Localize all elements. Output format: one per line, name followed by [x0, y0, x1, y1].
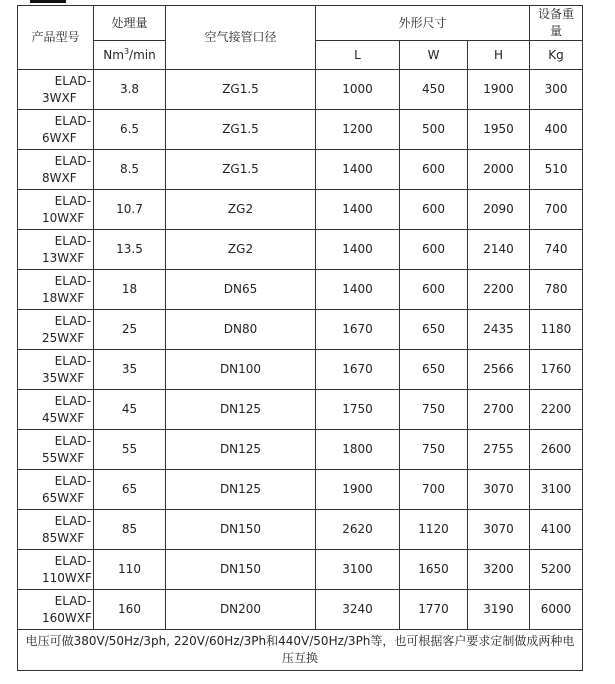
weight-cell: 700: [530, 190, 583, 230]
model-cell: [18, 510, 94, 550]
model-prefix: ELAD-: [54, 193, 91, 208]
model-cell: [18, 70, 94, 110]
model-suffix: 8WXF: [42, 170, 77, 185]
model-cell: [18, 470, 94, 510]
air-pipe-cell: ZG1.5: [166, 70, 316, 110]
air-pipe-cell: DN80: [166, 310, 316, 350]
model-suffix: 25WXF: [42, 330, 85, 345]
model-cell: [18, 590, 94, 630]
model-prefix: ELAD-: [54, 393, 91, 408]
capacity-cell: 45: [94, 390, 166, 430]
model-suffix: 6WXF: [42, 130, 77, 145]
header-weight: 设备重量: [530, 6, 583, 41]
air-pipe-cell: DN200: [166, 590, 316, 630]
dim-w-cell: 750: [400, 430, 468, 470]
weight-cell: 740: [530, 230, 583, 270]
table-row: [18, 390, 583, 430]
table-row: [18, 310, 583, 350]
dim-h-cell: 2200: [468, 270, 530, 310]
model-prefix: ELAD-: [54, 553, 91, 568]
capacity-cell: 6.5: [94, 110, 166, 150]
table-row: [18, 230, 583, 270]
dim-w-cell: 650: [400, 310, 468, 350]
air-pipe-cell: ZG1.5: [166, 150, 316, 190]
dim-w-cell: 500: [400, 110, 468, 150]
dim-h-cell: 2090: [468, 190, 530, 230]
table-row: [18, 470, 583, 510]
table-row: [18, 150, 583, 190]
cropped-heading-fragment: [30, 0, 66, 3]
weight-cell: 2600: [530, 430, 583, 470]
model-suffix: 3WXF: [42, 90, 77, 105]
dim-h-cell: 1950: [468, 110, 530, 150]
model-cell: [18, 350, 94, 390]
dim-h-cell: 2566: [468, 350, 530, 390]
dim-h-cell: 1900: [468, 70, 530, 110]
table-row: [18, 510, 583, 550]
dim-l-cell: 1400: [316, 150, 400, 190]
model-prefix: ELAD-: [54, 153, 91, 168]
model-prefix: ELAD-: [54, 353, 91, 368]
weight-cell: 1760: [530, 350, 583, 390]
air-pipe-cell: DN125: [166, 390, 316, 430]
header-capacity-unit: [94, 41, 166, 70]
model-prefix: ELAD-: [54, 233, 91, 248]
capacity-cell: 35: [94, 350, 166, 390]
dim-w-cell: 600: [400, 270, 468, 310]
model-suffix: 45WXF: [42, 410, 85, 425]
model-suffix: 55WXF: [42, 450, 85, 465]
air-pipe-cell: ZG2: [166, 230, 316, 270]
table-row: [18, 70, 583, 110]
weight-cell: 300: [530, 70, 583, 110]
table-row: [18, 190, 583, 230]
dim-h-cell: 2435: [468, 310, 530, 350]
dim-h-cell: 3070: [468, 470, 530, 510]
table-row: [18, 430, 583, 470]
weight-cell: 2200: [530, 390, 583, 430]
model-suffix: 110WXF: [42, 570, 92, 585]
capacity-cell: 25: [94, 310, 166, 350]
model-cell: [18, 190, 94, 230]
header-dimensions: 外形尺寸: [316, 6, 530, 41]
capacity-cell: 85: [94, 510, 166, 550]
capacity-cell: 8.5: [94, 150, 166, 190]
header-air-pipe: 空气接管口径: [166, 6, 316, 70]
header-weight-unit: Kg: [530, 41, 583, 70]
dim-l-cell: 1800: [316, 430, 400, 470]
weight-cell: 6000: [530, 590, 583, 630]
dim-l-cell: 1200: [316, 110, 400, 150]
model-suffix: 160WXF: [42, 610, 92, 625]
model-prefix: ELAD-: [54, 273, 91, 288]
model-prefix: ELAD-: [54, 113, 91, 128]
dim-h-cell: 3190: [468, 590, 530, 630]
model-suffix: 35WXF: [42, 370, 85, 385]
model-cell: [18, 550, 94, 590]
model-suffix: 18WXF: [42, 290, 85, 305]
dim-w-cell: 1770: [400, 590, 468, 630]
dim-l-cell: 1900: [316, 470, 400, 510]
dim-l-cell: 1400: [316, 190, 400, 230]
capacity-cell: 65: [94, 470, 166, 510]
dim-w-cell: 700: [400, 470, 468, 510]
dim-w-cell: 600: [400, 190, 468, 230]
air-pipe-cell: ZG2: [166, 190, 316, 230]
note-row: [18, 630, 583, 671]
air-pipe-cell: DN150: [166, 510, 316, 550]
header-row-1: [18, 6, 583, 41]
table-row: [18, 550, 583, 590]
model-prefix: ELAD-: [54, 313, 91, 328]
dim-w-cell: 600: [400, 230, 468, 270]
capacity-cell: 10.7: [94, 190, 166, 230]
model-prefix: ELAD-: [54, 593, 91, 608]
table-row: [18, 270, 583, 310]
dim-l-cell: 1750: [316, 390, 400, 430]
model-suffix: 13WXF: [42, 250, 85, 265]
capacity-unit-prefix: Nm: [103, 47, 124, 62]
dim-l-cell: 1000: [316, 70, 400, 110]
header-model: 产品型号: [18, 6, 94, 70]
dim-l-cell: 2620: [316, 510, 400, 550]
capacity-unit-superscript: 3: [123, 46, 130, 56]
model-cell: [18, 270, 94, 310]
dim-l-cell: 1400: [316, 270, 400, 310]
weight-cell: 3100: [530, 470, 583, 510]
dim-w-cell: 1650: [400, 550, 468, 590]
model-cell: [18, 430, 94, 470]
voltage-note: 电压可做380V/50Hz/3ph, 220V/60Hz/3Ph和440V/50Hz/3Ph等，也可根据客户要求定制做成两种电压互换: [18, 630, 583, 671]
header-dim-w: W: [400, 41, 468, 70]
model-cell: [18, 110, 94, 150]
dim-h-cell: 2000: [468, 150, 530, 190]
model-cell: [18, 390, 94, 430]
capacity-cell: 160: [94, 590, 166, 630]
dim-w-cell: 450: [400, 70, 468, 110]
model-prefix: ELAD-: [54, 73, 91, 88]
dim-w-cell: 600: [400, 150, 468, 190]
air-pipe-cell: DN125: [166, 430, 316, 470]
capacity-cell: 55: [94, 430, 166, 470]
air-pipe-cell: DN65: [166, 270, 316, 310]
capacity-cell: 18: [94, 270, 166, 310]
weight-cell: 4100: [530, 510, 583, 550]
model-prefix: ELAD-: [54, 433, 91, 448]
dim-h-cell: 2755: [468, 430, 530, 470]
dim-l-cell: 1400: [316, 230, 400, 270]
header-dim-h: H: [468, 41, 530, 70]
dim-l-cell: 1670: [316, 350, 400, 390]
weight-cell: 1180: [530, 310, 583, 350]
model-cell: [18, 310, 94, 350]
model-cell: [18, 150, 94, 190]
header-capacity: 处理量: [94, 6, 166, 41]
dim-h-cell: 2700: [468, 390, 530, 430]
weight-cell: 780: [530, 270, 583, 310]
weight-cell: 510: [530, 150, 583, 190]
model-cell: [18, 230, 94, 270]
capacity-unit-suffix: /min: [129, 47, 156, 62]
dim-w-cell: 1120: [400, 510, 468, 550]
dim-l-cell: 1670: [316, 310, 400, 350]
capacity-cell: 13.5: [94, 230, 166, 270]
model-suffix: 10WXF: [42, 210, 85, 225]
capacity-cell: 110: [94, 550, 166, 590]
model-suffix: 65WXF: [42, 490, 85, 505]
dim-w-cell: 650: [400, 350, 468, 390]
air-pipe-cell: ZG1.5: [166, 110, 316, 150]
air-pipe-cell: DN125: [166, 470, 316, 510]
header-dim-l: L: [316, 41, 400, 70]
dim-h-cell: 3070: [468, 510, 530, 550]
dim-h-cell: 2140: [468, 230, 530, 270]
spec-table: [17, 5, 583, 671]
air-pipe-cell: DN150: [166, 550, 316, 590]
dim-l-cell: 3100: [316, 550, 400, 590]
model-prefix: ELAD-: [54, 473, 91, 488]
air-pipe-cell: DN100: [166, 350, 316, 390]
model-prefix: ELAD-: [54, 513, 91, 528]
dim-l-cell: 3240: [316, 590, 400, 630]
dim-h-cell: 3200: [468, 550, 530, 590]
table-row: [18, 110, 583, 150]
weight-cell: 5200: [530, 550, 583, 590]
table-row: [18, 350, 583, 390]
weight-cell: 400: [530, 110, 583, 150]
table-row: [18, 590, 583, 630]
capacity-cell: 3.8: [94, 70, 166, 110]
dim-w-cell: 750: [400, 390, 468, 430]
model-suffix: 85WXF: [42, 530, 85, 545]
